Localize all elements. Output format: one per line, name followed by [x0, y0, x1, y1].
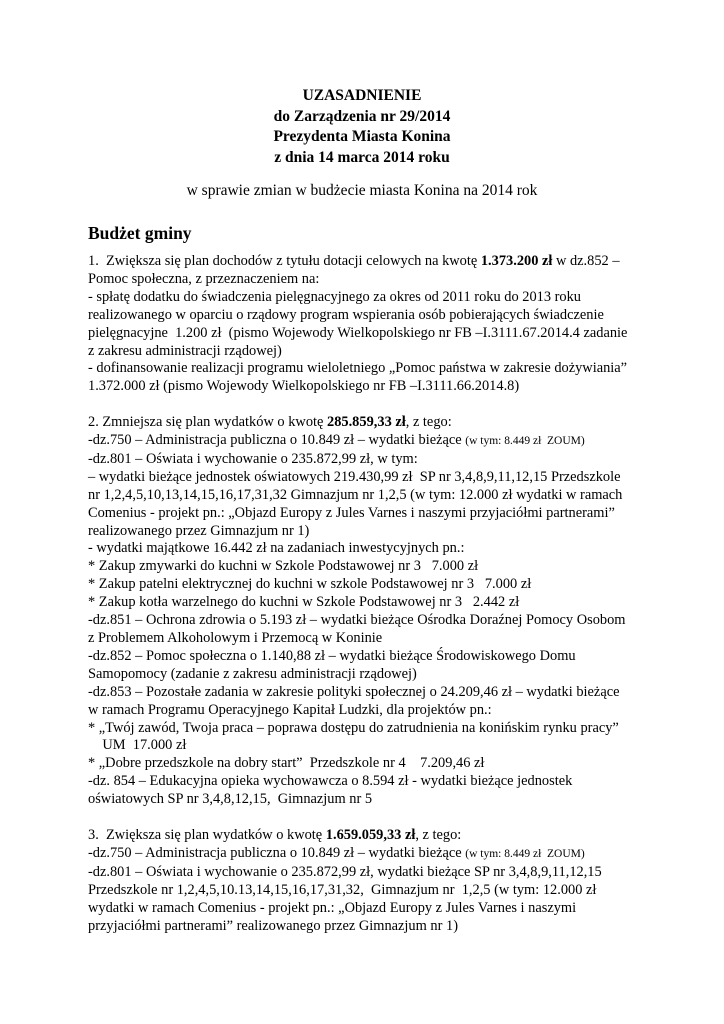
- paragraph-gap: [88, 809, 648, 827]
- document-title: UZASADNIENIE: [302, 87, 422, 104]
- p2-note: (w tym: 8.449 zł ZOUM): [465, 435, 585, 448]
- p2-line: nr 1,2,4,5,10,13,14,15,16,17,31,32 Gimnazjum nr 1,2,5 (w tym: 12.000 zł wydatki w ramach: [88, 486, 623, 503]
- p2-line: UM 17.000 zł: [88, 737, 187, 754]
- p3-amount: 1.659.059,33 zł: [325, 826, 416, 843]
- p2-line: -dz.801 – Oświata i wychowanie o 235.872,99 zł, w tym:: [88, 450, 418, 467]
- p1-line: 1.372.000 zł (pismo Wojewody Wielkopolskiego nr FB –I.3111.66.2014.8): [88, 378, 520, 395]
- paragraph-gap: [88, 396, 648, 414]
- p1-line: - spłatę dodatku do świadczenia pielęgnacyjnego za okres od 2011 roku do 2013 roku: [88, 288, 582, 305]
- p2-line: -dz.851 – Ochrona zdrowia o 5.193 zł – wydatki bieżące Ośrodka Doraźnej Pomocy Osobom: [88, 612, 626, 629]
- issuer: Prezydenta Miasta Konina: [273, 128, 451, 145]
- p3-text: 3. Zwiększa się plan wydatków o kwotę: [88, 826, 326, 843]
- p2-line: w ramach Programu Operacyjnego Kapitał Ludzki, dla projektów pn.:: [88, 701, 492, 718]
- p2-text: 2. Zmniejsza się plan wydatków o kwotę: [88, 414, 327, 431]
- p2-text: -dz.750 – Administracja publiczna o 10.849 zł – wydatki bieżące: [88, 432, 466, 449]
- document-subject: w sprawie zmian w budżecie miasta Konina na 2014 rok: [186, 182, 538, 199]
- p1-text: 1. Zwiększa się plan dochodów z tytułu dotacji celowych na kwotę: [88, 253, 481, 269]
- p2-line: -dz. 854 – Edukacyjna opieka wychowawcza o 8.594 zł - wydatki bieżące jednostek: [88, 773, 573, 790]
- p1-line: [88, 253, 648, 271]
- p2-line: * Zakup patelni elektrycznej do kuchni w szkole Podstawowej nr 3 7.000 zł: [88, 576, 532, 593]
- p1-line: realizowanego w oparciu o rządowy program wspierania osób pobierających świadczenie: [88, 306, 604, 323]
- p3-line: wydatki w ramach Comenius - projekt pn.: „Objazd Europy z Jules Varnes i naszymi: [88, 899, 577, 916]
- p2-line: * Zakup zmywarki do kuchni w Szkole Podstawowej nr 3 7.000 zł: [88, 558, 479, 575]
- p2-line: - wydatki majątkowe 16.442 zł na zadaniach inwestycyjnych pn.:: [88, 540, 465, 557]
- p2-line: realizowanego przez Gimnazjum nr 1): [88, 522, 310, 539]
- p2-line: oświatowych SP nr 3,4,8,12,15, Gimnazjum nr 5: [88, 791, 373, 808]
- p1-line: pielęgnacyjne 1.200 zł (pismo Wojewody Wielkopolskiego nr FB –I.3111.67.2014.4 zadanie: [88, 324, 628, 341]
- p3-line: -dz.801 – Oświata i wychowanie o 235.872,99 zł, wydatki bieżące SP nr 3,4,8,9,11,12,15: [88, 863, 602, 880]
- p2-line: * „Twój zawód, Twoja praca – poprawa dostępu do zatrudnienia na konińskim rynku pracy”: [88, 719, 619, 736]
- p1-text: w dz.852 –: [552, 253, 620, 269]
- p2-line: – wydatki bieżące jednostek oświatowych 219.430,99 zł SP nr 3,4,8,9,11,12,15 Przedszkole: [88, 468, 621, 485]
- p3-line: przyjaciółmi partnerami” realizowanego przez Gimnazjum nr 1): [88, 917, 458, 934]
- p2-line: -dz.852 – Pomoc społeczna o 1.140,88 zł – wydatki bieżące Środowiskowego Domu: [88, 647, 576, 664]
- p1-line: z zakresu administracji rządowej): [88, 342, 282, 359]
- p2-line: * Zakup kotła warzelnego do kuchni w Szkole Podstawowej nr 3 2.442 zł: [88, 594, 520, 611]
- p2-line: [88, 414, 648, 432]
- p1-line: - dofinansowanie realizacji programu wieloletniego „Pomoc państwa w zakresie dożywiania”: [88, 360, 628, 377]
- p3-line: Przedszkole nr 1,2,4,5,10.13,14,15,16,17,31,32, Gimnazjum nr 1,2,5 (w tym: 12.000 zł: [88, 881, 597, 898]
- document-date: z dnia 14 marca 2014 roku: [274, 148, 450, 166]
- p3-text: -dz.750 – Administracja publiczna o 10.849 zł – wydatki bieżące: [88, 844, 466, 861]
- p1-line: Pomoc społeczna, z przeznaczeniem na:: [88, 270, 320, 287]
- p1-amount: 1.373.200 zł: [480, 253, 553, 269]
- ordinance-number: do Zarządzenia nr 29/2014: [273, 107, 451, 125]
- p2-line: Samopomocy (zadanie z zakresu administracji rządowej): [88, 665, 417, 682]
- p2-line: [88, 432, 648, 451]
- p2-line: * „Dobre przedszkole na dobry start” Przedszkole nr 4 7.209,46 zł: [88, 755, 485, 772]
- p3-line: [88, 827, 648, 845]
- p3-text: , z tego:: [415, 826, 462, 843]
- p3-line: [88, 845, 648, 864]
- section-title: Budżet gminy: [88, 223, 192, 243]
- document-header: [0, 86, 724, 168]
- document-body: [88, 253, 648, 935]
- p2-amount: 285.859,33 zł: [327, 414, 406, 431]
- p3-note: (w tym: 8.449 zł ZOUM): [465, 847, 585, 860]
- p2-line: -dz.853 – Pozostałe zadania w zakresie polityki społecznej o 24.209,46 zł – wydatki bieżące: [88, 683, 620, 700]
- p2-text: , z tego:: [405, 414, 452, 431]
- p2-line: Comenius - projekt pn.: „Objazd Europy z Jules Varnes i naszymi przyjaciółmi partnerami”: [88, 504, 615, 521]
- p2-line: z Problemem Alkoholowym i Przemocą w Koninie: [88, 630, 383, 647]
